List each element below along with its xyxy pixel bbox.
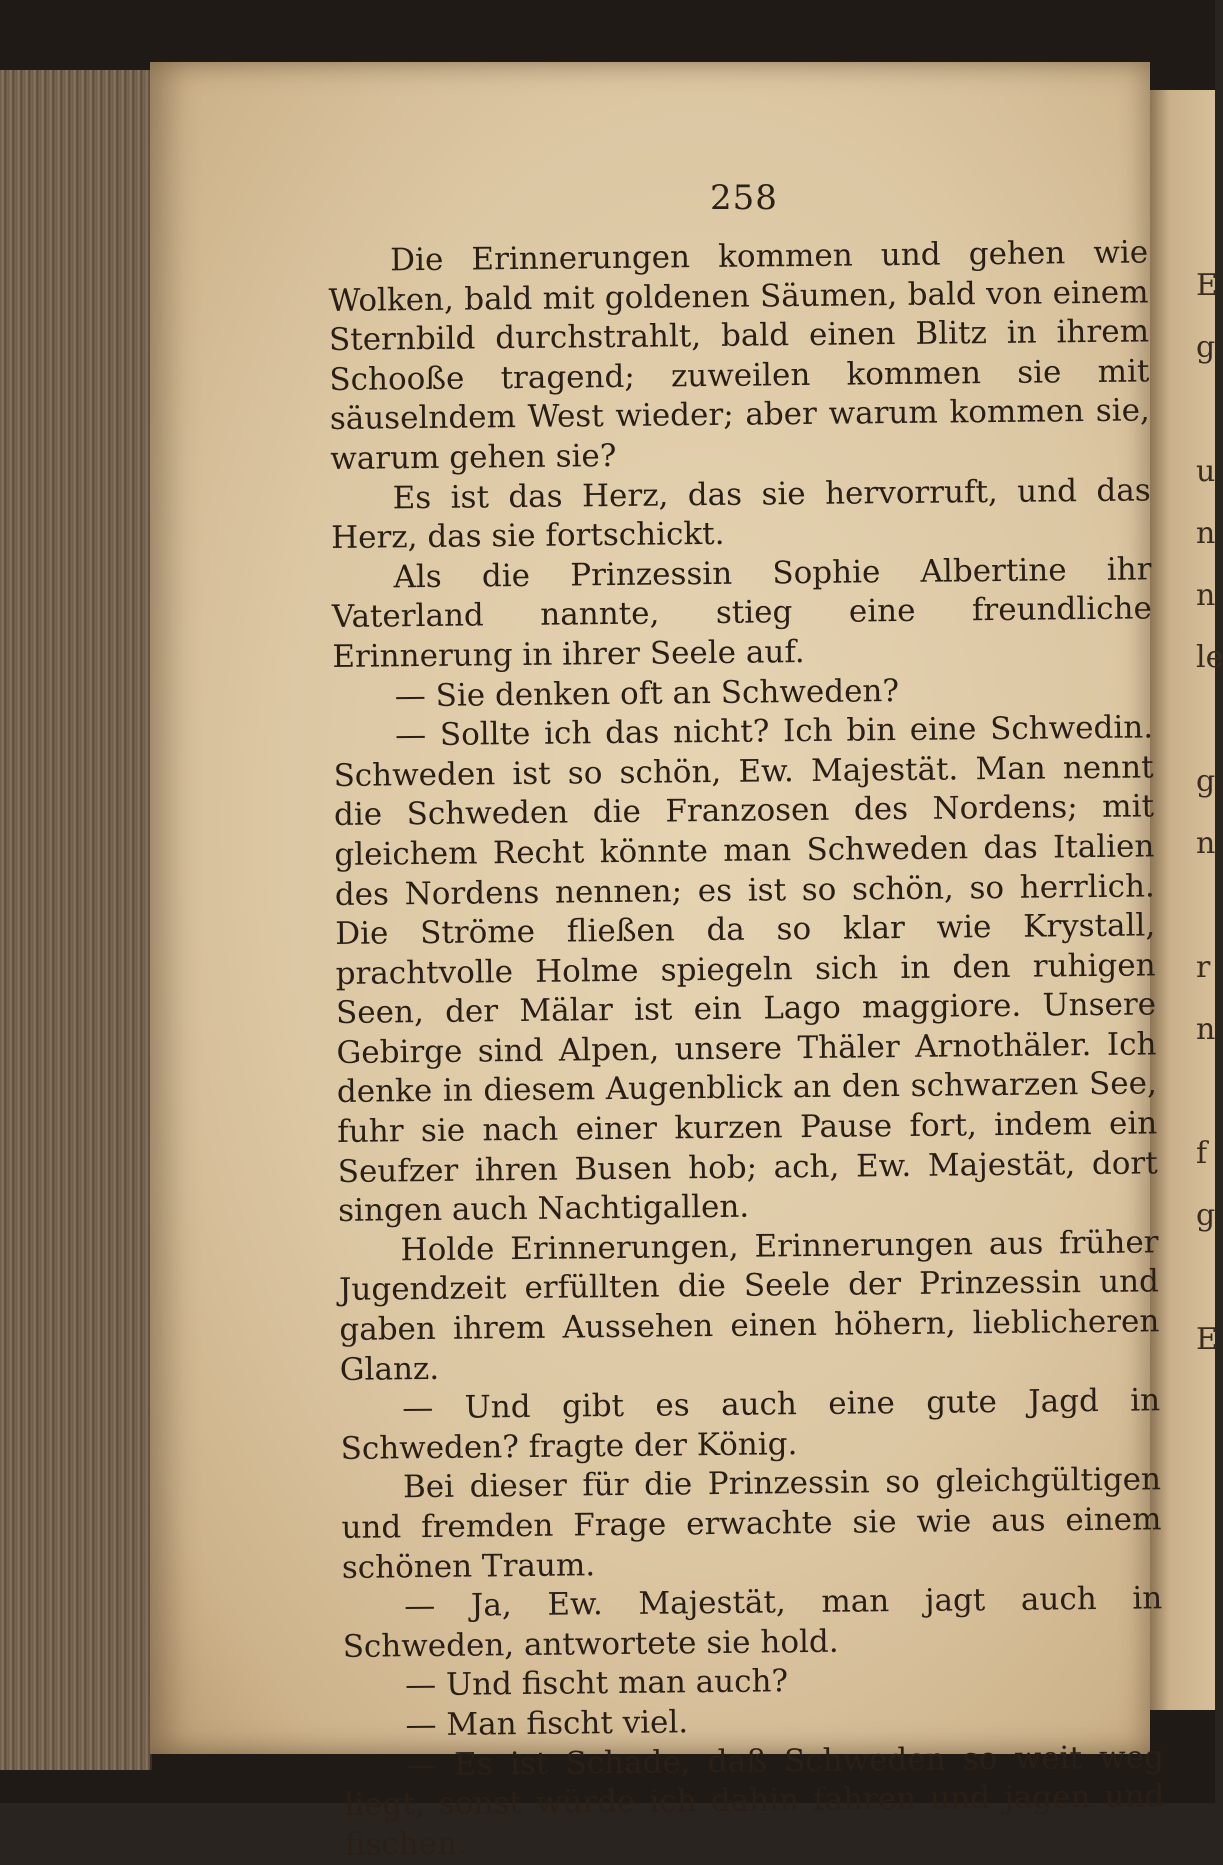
paragraph: — Ja, Ew. Majestät, man jagt auch in Schweden, antwortete sie hold. xyxy=(342,1580,1163,1665)
paragraph: Die Erinnerungen kommen und gehen wie Wolken, bald mit goldenen Säumen, bald von einem Sternbild durchstrahlt, bald einen Blitz in ihrem Schooße tragend; zuweilen kommen sie mit säuselndem West wieder; aber warum kommen sie, warum gehen sie? xyxy=(328,234,1151,477)
paragraph: Als die Prinzessin Sophie Albertine ihr Vaterland nannte, stieg eine freundliche Erinnerung in ihrer Seele auf. xyxy=(331,551,1153,675)
page-number: 258 xyxy=(710,178,778,218)
paragraph: — Es ist Schade, daß Schweden so weit weg liegt, sonst würde ich dahin fahren und jagen und fischen. xyxy=(344,1738,1165,1863)
paragraph: Holde Erinnerungen, Erinnerungen aus früher Jugendzeit erfüllten die Seele der Prinzessin und gaben ihrem Aussehen einen höhern, lieblicheren Glanz. xyxy=(338,1224,1160,1388)
page-stack-edge xyxy=(0,70,152,1770)
paragraph: — Und gibt es auch eine gute Jagd in Schweden? fragte der König. xyxy=(340,1382,1161,1467)
paragraph: — Man fischt viel. xyxy=(405,1704,689,1744)
paragraph: Bei dieser für die Prinzessin so gleichgültigen und fremden Frage erwachte sie wie aus einem schönen Traum. xyxy=(341,1461,1162,1586)
page-text xyxy=(328,233,1165,1865)
paragraph: — Und fischt man auch? xyxy=(404,1663,789,1704)
facing-page-fragment: E g u n n le g n r n f g E xyxy=(1196,268,1223,1357)
paragraph: Es ist das Herz, das sie hervorruft, und das Herz, das sie fortschickt. xyxy=(330,471,1151,557)
paragraph: — Sollte ich das nicht? Ich bin eine Schwedin. Schweden ist so schön, Ew. Majestät. Man nennt die Schweden die Franzosen des Nordens; mit gleichem Recht könnte man Schweden das Italien des Nordens nennen; es ist so schön, so herrlich. Die Ströme fließen da so klar wie Krystall, prachtvolle Holme spiegeln sich in den ruhigen Seen, der Mälar ist ein Lago maggiore. Unsere Gebirge sind Alpen, unsere Thäler Arnothäler. Ich denke in diesem Augenblick an den schwarzen See, fuhr sie nach einer kurzen Pause fort, indem ein Seufzer ihren Busen hob; ach, Ew. Majestät, dort singen auch Nachtigallen. xyxy=(333,709,1158,1230)
paragraph: — Sie denken oft an Schweden? xyxy=(394,672,900,714)
